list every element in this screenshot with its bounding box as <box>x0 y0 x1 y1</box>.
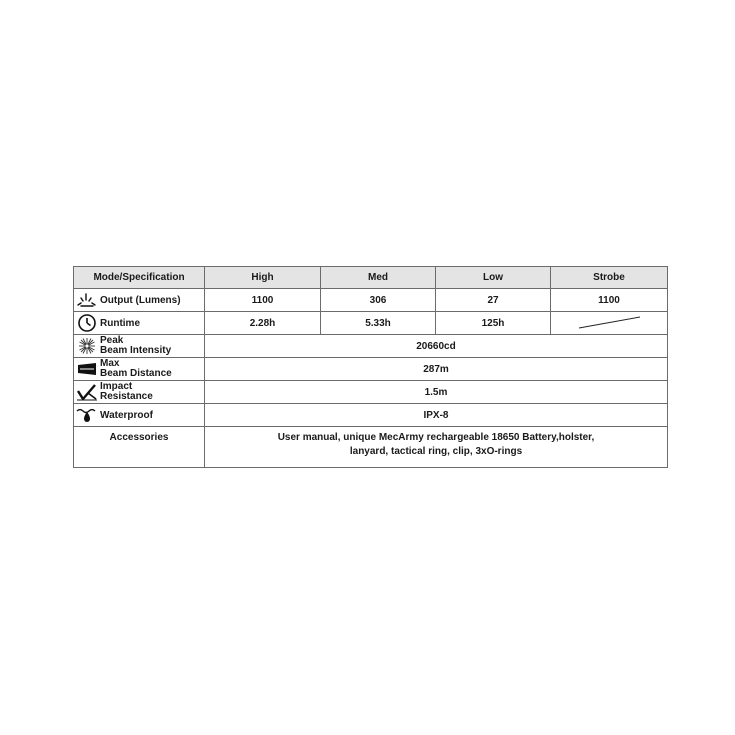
impact-label-line-1: Impact <box>100 381 133 392</box>
runtime-row <box>74 312 668 335</box>
header-low: Low <box>436 267 551 289</box>
accessories-value <box>205 427 668 468</box>
beam-icon <box>74 358 100 380</box>
distance-label-line-1: Max <box>100 358 120 369</box>
light-rays-icon <box>74 289 100 311</box>
runtime-med: 5.33h <box>321 312 436 335</box>
impact-icon <box>74 381 100 403</box>
intensity-label-line-2: Beam Intensity <box>100 345 172 356</box>
waterproof-label-cell <box>74 404 205 427</box>
accessories-label: Accessories <box>74 427 205 468</box>
impact-label-cell <box>74 381 205 404</box>
distance-value: 287m <box>205 358 668 381</box>
intensity-row <box>74 335 668 358</box>
impact-label-line-2: Resistance <box>100 391 153 402</box>
distance-label-line-2: Beam Distance <box>100 368 172 379</box>
waterproof-label: Waterproof <box>100 409 153 421</box>
waterproof-row <box>74 404 668 427</box>
output-high: 1100 <box>205 289 321 312</box>
accessories-line-1: User manual, unique MecArmy rechargeable 18650 Battery,holster, <box>277 432 595 443</box>
output-label: Output (Lumens) <box>100 294 181 306</box>
accessories-row <box>74 427 668 468</box>
water-drop-icon <box>74 404 100 426</box>
not-applicable-slash <box>551 313 667 333</box>
spec-table <box>73 266 668 468</box>
output-strobe: 1100 <box>551 289 668 312</box>
impact-row <box>74 381 668 404</box>
output-label-cell <box>74 289 205 312</box>
waterproof-value: IPX-8 <box>205 404 668 427</box>
intensity-label-cell <box>74 335 205 358</box>
runtime-label: Runtime <box>100 317 140 329</box>
header-med: Med <box>321 267 436 289</box>
header-mode: Mode/Specification <box>74 267 205 289</box>
accessories-line-2: lanyard, tactical ring, clip, 3xO-rings <box>349 446 523 457</box>
runtime-high: 2.28h <box>205 312 321 335</box>
distance-label-cell <box>74 358 205 381</box>
runtime-low: 125h <box>436 312 551 335</box>
distance-row <box>74 358 668 381</box>
runtime-label-cell <box>74 312 205 335</box>
output-low: 27 <box>436 289 551 312</box>
header-strobe: Strobe <box>551 267 668 289</box>
impact-value: 1.5m <box>205 381 668 404</box>
output-row <box>74 289 668 312</box>
header-high: High <box>205 267 321 289</box>
header-row <box>74 267 668 289</box>
starburst-icon <box>74 335 100 357</box>
intensity-value: 20660cd <box>205 335 668 358</box>
runtime-strobe <box>551 312 668 335</box>
clock-icon <box>74 312 100 334</box>
intensity-label-line-1: Peak <box>100 335 124 346</box>
output-med: 306 <box>321 289 436 312</box>
